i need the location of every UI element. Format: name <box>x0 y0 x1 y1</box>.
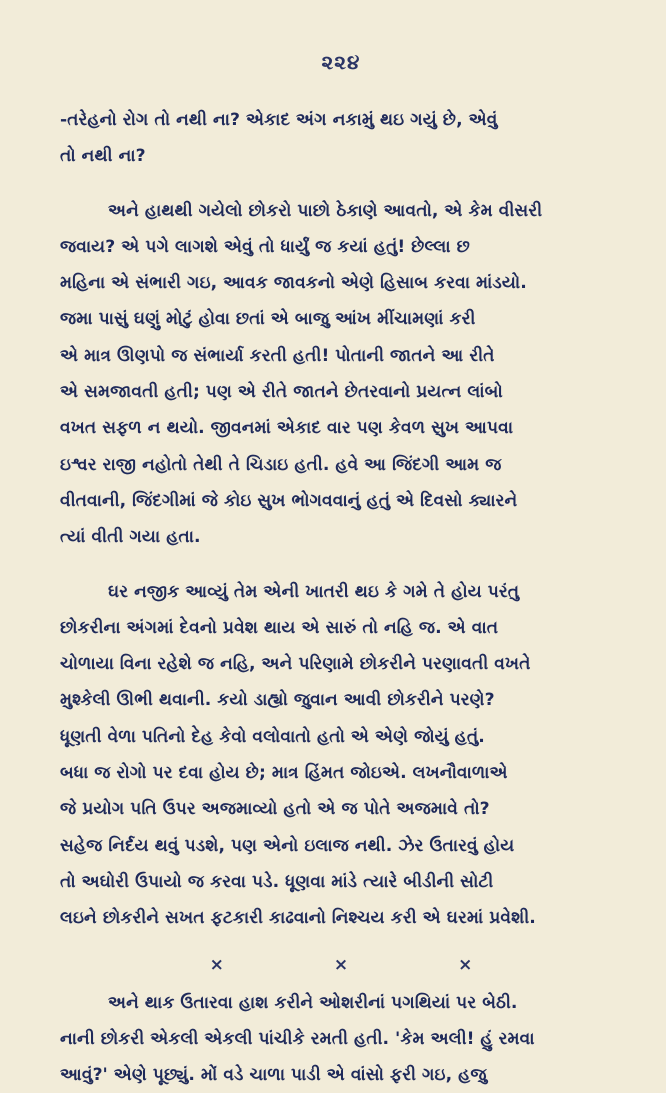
text-line: અને હાથથી ગયેલો છોકરો પાછો ઠેકાણે આવતો, એ કેમ વીસરી <box>108 200 543 221</box>
text-line: જમા પાસું ઘણું મોટું હોવા છતાં એ બાજુ આંખ મીંચામણાં કરી <box>60 309 476 330</box>
text-line: ઘર નજીક આવ્યું તેમ એની ખાતરી થઇ કે ગમે તે હોય પરંતુ <box>108 581 520 602</box>
text-line: છોકરીના અંગમાં દેવનો પ્રવેશ થાય એ સારું તો નહિ જ. એ વાત <box>60 617 499 638</box>
separator-mark: × <box>333 954 349 975</box>
text-line: આવું?' એણે પૂછ્યું. મોં વડે ચાળા પાડી એ વાંસો ફરી ગઇ, હજુ <box>60 1065 487 1086</box>
text-line: એ સમજાવતી હતી; પણ એ રીતે જાતને છેતરવાનો પ્રયત્ન લાંબો <box>60 382 503 403</box>
text-line: એ માત્ર ઊણપો જ સંભાર્યા કરતી હતી! પોતાની જાતને આ રીતે <box>60 345 495 366</box>
text-line: -તરેહનો રોગ તો નથી ના? એકાદ અંગ નકામું થઇ ગયું છે, એવું <box>60 110 498 130</box>
text-line: વીતવાની, જિંદગીમાં જે કોઇ સુખ ભોગવવાનું હતું એ દિવસો ક્યારને <box>60 490 518 511</box>
paragraph-3 <box>60 574 622 937</box>
section-separator <box>60 955 622 975</box>
text-line: ધૂણતી વેળા પતિનો દેહ કેવો વલોવાતો હતો એ એણે જોયું હતું. <box>60 726 485 747</box>
text-line: મુશ્કેલી ઊભી થવાની. કયો ડાહ્યો જુવાન આવી છોકરીને પરણે? <box>60 690 495 711</box>
text-line: તો અઘોરી ઉપાયો જ કરવા પડે. ધૂણવા માંડે ત્યારે બીડીની સોટી <box>60 871 494 892</box>
separator-mark: × <box>209 954 224 975</box>
text-line: સહેજ નિર્દય થવું પડશે, પણ એનો ઇલાજ નથી. ઝેર ઉતારવું હોય <box>60 835 515 856</box>
separator-mark: × <box>458 954 473 975</box>
text-line: જે પ્રયોગ પતિ ઉપર અજમાવ્યો હતો એ જ પોતે અજમાવે તો? <box>60 799 490 820</box>
text-line: નાની છોકરી એકલી એકલી પાંચીકે રમતી હતી. 'કેમ અલી! હું રમવા <box>60 1028 535 1049</box>
text-line: જવાય? એ પગે લાગશે એવું તો ધાર્યું જ કયાં હતું! છેલ્લા છ <box>60 236 470 257</box>
text-line: ત્યાં વીતી ગયા હતા. <box>60 527 201 548</box>
text-line: અને થાક ઉતારવા હાશ કરીને ઓશરીનાં પગથિયાં પર બેઠી. <box>108 992 518 1013</box>
text-line: ચોળાયા વિના રહેશે જ નહિ, અને પરિણામે છોકરીને પરણાવતી વખતે <box>60 654 531 675</box>
text-line: બધા જ રોગો પર દવા હોય છે; માત્ર હિંમત જોઇએ. લખનૌવાળાએ <box>60 763 508 784</box>
text-line: ઇશ્વર રાજી નહોતો તેથી તે ચિડાઇ હતી. હવે આ જિંદગી આમ જ <box>60 454 502 475</box>
paragraph-2 <box>60 193 622 556</box>
paragraph-1 <box>60 102 622 175</box>
text-line: વખત સફળ ન થયો. જીવનમાં એકાદ વાર પણ કેવળ સુખ આપવા <box>60 418 514 439</box>
paragraph-4 <box>60 985 622 1093</box>
text-line: લઇને છોકરીને સખત ફટકારી કાઢવાનો નિશ્ચય કરી એ ઘરમાં પ્રવેશી. <box>60 908 536 929</box>
text-line: તો નથી ના? <box>60 146 146 167</box>
page-number: ૨૨૪ <box>321 50 361 74</box>
text-line: મહિના એ સંભારી ગઇ, આવક જાવકનો એણે હિસાબ કરવા માંડયો. <box>60 273 527 294</box>
